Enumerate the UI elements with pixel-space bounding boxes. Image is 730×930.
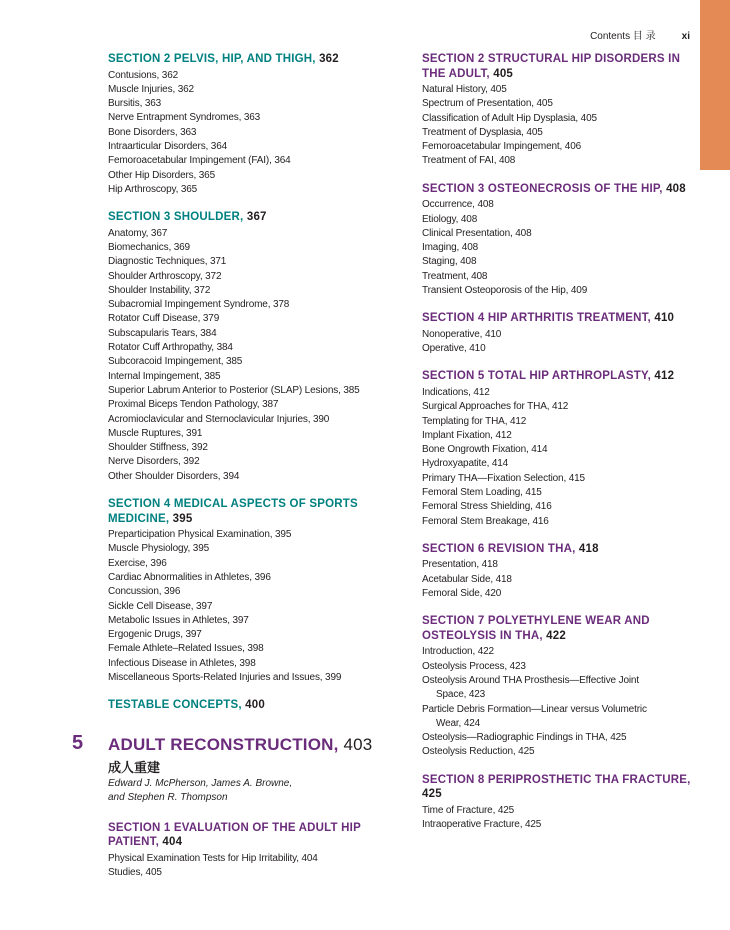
toc-section	[422, 369, 702, 528]
section-heading[interactable]: SECTION 6 REVISION THA, 418	[422, 542, 599, 555]
toc-entry[interactable]: Intraarticular Disorders, 364	[108, 140, 228, 152]
toc-entry[interactable]: Osteolysis—Radiographic Findings in THA, 425	[422, 732, 627, 744]
toc-entry[interactable]: Natural History, 405	[422, 84, 507, 95]
section-heading[interactable]: SECTION 1 EVALUATION OF THE ADULT HIP PATIENT, 404	[108, 821, 361, 849]
toc-entry[interactable]: Transient Osteoporosis of the Hip, 409	[422, 285, 588, 297]
toc-entry[interactable]: Subacromial Impingement Syndrome, 378	[108, 299, 290, 311]
toc-entry[interactable]: Subscapularis Tears, 384	[108, 327, 217, 339]
toc-entry[interactable]: Treatment of Dysplasia, 405	[422, 126, 543, 138]
toc-entry[interactable]: Etiology, 408	[422, 213, 478, 225]
toc-entry[interactable]: Superior Labrum Anterior to Posterior (SLAP) Lesions, 385	[108, 384, 360, 396]
toc-entry[interactable]: Acetabular Side, 418	[422, 573, 512, 585]
toc-entry[interactable]: Exercise, 396	[108, 557, 167, 569]
toc-section	[108, 497, 408, 685]
toc-entry[interactable]: Physical Examination Tests for Hip Irritability, 404	[108, 852, 318, 864]
toc-entry[interactable]: Nerve Disorders, 392	[108, 456, 200, 468]
section-heading[interactable]: SECTION 5 TOTAL HIP ARTHROPLASTY, 412	[422, 370, 675, 383]
section-heading[interactable]: SECTION 4 HIP ARTHRITIS TREATMENT, 410	[422, 312, 675, 325]
section-heading[interactable]: SECTION 3 OSTEONECROSIS OF THE HIP, 408	[422, 182, 686, 195]
toc-entry[interactable]: Spectrum of Presentation, 405	[422, 98, 553, 110]
toc-right-column	[422, 52, 702, 845]
toc-entry[interactable]: Subcoracoid Impingement, 385	[108, 356, 243, 368]
toc-entry[interactable]: Contusions, 362	[108, 69, 179, 81]
toc-section	[108, 52, 408, 197]
toc-entry[interactable]: Osteolysis Process, 423	[422, 660, 526, 672]
toc-entry[interactable]: Operative, 410	[422, 343, 486, 355]
toc-entry[interactable]: Cardiac Abnormalities in Athletes, 396	[108, 571, 271, 583]
toc-entry[interactable]: Osteolysis Around THA Prosthesis—Effective Joint Space, 423	[422, 674, 639, 701]
toc-entry[interactable]: Osteolysis Reduction, 425	[422, 746, 535, 758]
toc-entry[interactable]: Hydroxyapatite, 414	[422, 458, 509, 470]
toc-entry[interactable]: Femoral Stem Breakage, 416	[422, 515, 549, 527]
toc-entry[interactable]: Acromioclavicular and Sternoclavicular Injuries, 390	[108, 413, 330, 425]
toc-entry[interactable]: Treatment, 408	[422, 270, 488, 282]
running-head-label: Contents 目 录	[590, 31, 656, 42]
toc-entry[interactable]: Imaging, 408	[422, 242, 479, 254]
toc-entry[interactable]: Shoulder Stiffness, 392	[108, 442, 208, 454]
toc-entry[interactable]: Other Shoulder Disorders, 394	[108, 470, 240, 482]
toc-entry[interactable]: Shoulder Instability, 372	[108, 284, 211, 296]
toc-entry[interactable]: Intraoperative Fracture, 425	[422, 818, 542, 830]
toc-entry[interactable]: Particle Debris Formation—Linear versus Volumetric Wear, 424	[422, 703, 647, 729]
toc-section	[422, 52, 702, 169]
toc-entry[interactable]: Infectious Disease in Athletes, 398	[108, 657, 256, 669]
toc-entry[interactable]: Muscle Injuries, 362	[108, 83, 194, 95]
section-heading[interactable]: SECTION 2 PELVIS, HIP, AND THIGH, 362	[108, 53, 339, 65]
section-heading[interactable]: SECTION 3 SHOULDER, 367	[108, 211, 267, 224]
toc-entry[interactable]: Introduction, 422	[422, 646, 494, 658]
toc-entry[interactable]: Occurrence, 408	[422, 199, 494, 211]
toc-entry[interactable]: Metabolic Issues in Athletes, 397	[108, 614, 249, 626]
toc-entry[interactable]: Muscle Physiology, 395	[108, 543, 210, 555]
toc-entry[interactable]: Staging, 408	[422, 256, 477, 268]
toc-entry[interactable]: Classification of Adult Hip Dysplasia, 405	[422, 112, 597, 124]
toc-entry[interactable]: Proximal Biceps Tendon Pathology, 387	[108, 399, 279, 411]
toc-entry[interactable]: Anatomy, 367	[108, 227, 168, 239]
toc-entry[interactable]: Hip Arthroscopy, 365	[108, 183, 198, 195]
toc-entry[interactable]: Nonoperative, 410	[422, 328, 502, 340]
toc-section	[108, 821, 408, 881]
toc-entry[interactable]: Internal Impingement, 385	[108, 370, 221, 382]
toc-entry[interactable]: Presentation, 418	[422, 559, 498, 571]
toc-entry[interactable]: Femoral Stem Loading, 415	[422, 487, 542, 499]
chapter-tab-marker	[700, 0, 730, 170]
chapter-title-chinese: 成人重建	[108, 759, 161, 775]
toc-entry[interactable]: Femoroacetabular Impingement (FAI), 364	[108, 155, 291, 167]
toc-entry[interactable]: Concussion, 396	[108, 586, 181, 598]
section-heading[interactable]: TESTABLE CONCEPTS, 400	[108, 699, 265, 712]
section-heading[interactable]: SECTION 8 PERIPROSTHETIC THA FRACTURE, 425	[422, 773, 691, 801]
running-head	[520, 27, 690, 42]
chapter-block	[72, 731, 408, 805]
toc-entry[interactable]: Other Hip Disorders, 365	[108, 169, 216, 181]
section-heading[interactable]: SECTION 4 MEDICAL ASPECTS OF SPORTS MEDICINE, 395	[108, 498, 358, 525]
section-heading[interactable]: SECTION 2 STRUCTURAL HIP DISORDERS IN THE ADULT, 405	[422, 53, 681, 80]
toc-entry[interactable]: Shoulder Arthroscopy, 372	[108, 270, 222, 282]
toc-entry[interactable]: Sickle Cell Disease, 397	[108, 600, 213, 612]
toc-entry[interactable]: Female Athlete–Related Issues, 398	[108, 643, 264, 655]
chapter-authors: Edward J. McPherson, James A. Browne, and Stephen R. Thompson	[108, 777, 293, 803]
toc-entry[interactable]: Femoroacetabular Impingement, 406	[422, 141, 582, 153]
toc-entry[interactable]: Diagnostic Techniques, 371	[108, 256, 227, 268]
section-heading[interactable]: SECTION 7 POLYETHYLENE WEAR AND OSTEOLYSIS IN THA, 422	[422, 615, 650, 642]
toc-entry[interactable]: Primary THA—Fixation Selection, 415	[422, 472, 585, 484]
toc-entry[interactable]: Bone Disorders, 363	[108, 126, 197, 138]
toc-entry[interactable]: Indications, 412	[422, 386, 490, 398]
toc-left-column	[72, 52, 408, 893]
toc-entry[interactable]: Bone Ongrowth Fixation, 414	[422, 444, 548, 456]
toc-entry[interactable]: Preparticipation Physical Examination, 395	[108, 529, 292, 541]
toc-section	[422, 614, 702, 759]
toc-entry[interactable]: Templating for THA, 412	[422, 415, 527, 427]
toc-section	[422, 542, 702, 601]
toc-section	[422, 311, 702, 356]
toc-entry[interactable]: Miscellaneous Sports-Related Injuries and Issues, 399	[108, 671, 342, 683]
toc-section	[422, 773, 702, 833]
page-number: xi	[681, 31, 690, 42]
toc-entry[interactable]: Muscle Ruptures, 391	[108, 427, 203, 439]
toc-section	[422, 182, 702, 299]
toc-entry[interactable]: Nerve Entrapment Syndromes, 363	[108, 112, 261, 124]
toc-section	[108, 210, 408, 484]
toc-entry[interactable]: Bursitis, 363	[108, 98, 162, 110]
toc-entry[interactable]: Surgical Approaches for THA, 412	[422, 401, 569, 413]
toc-section	[108, 698, 408, 713]
toc-entry[interactable]: Treatment of FAI, 408	[422, 155, 516, 167]
chapter-title[interactable]: ADULT RECONSTRUCTION, 403	[108, 734, 373, 754]
toc-entry[interactable]: Studies, 405	[108, 867, 162, 879]
toc-entry[interactable]: Biomechanics, 369	[108, 241, 190, 253]
chapter-number: 5	[72, 731, 84, 754]
toc-entry[interactable]: Implant Fixation, 412	[422, 429, 512, 441]
toc-entry[interactable]: Rotator Cuff Arthropathy, 384	[108, 342, 233, 354]
toc-entry[interactable]: Femoral Side, 420	[422, 588, 502, 600]
toc-entry[interactable]: Clinical Presentation, 408	[422, 227, 532, 239]
toc-entry[interactable]: Time of Fracture, 425	[422, 804, 515, 816]
toc-entry[interactable]: Femoral Stress Shielding, 416	[422, 501, 552, 513]
toc-entry[interactable]: Ergogenic Drugs, 397	[108, 629, 202, 641]
toc-entry[interactable]: Rotator Cuff Disease, 379	[108, 313, 220, 325]
